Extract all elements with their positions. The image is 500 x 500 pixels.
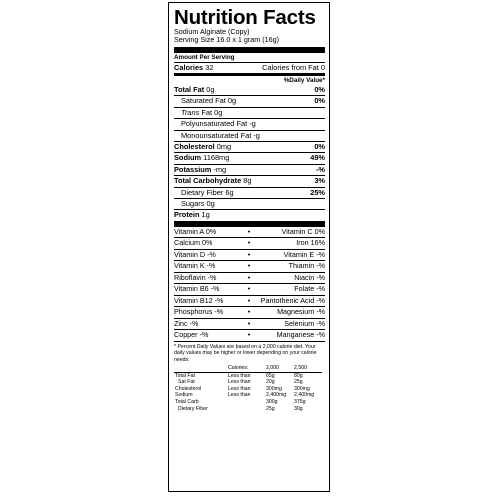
vitamin-left: Vitamin B12 -%: [174, 295, 224, 305]
bullet-separator: •: [247, 261, 251, 271]
dv-table-cell: [228, 406, 266, 413]
dv-table-row: [174, 379, 322, 386]
dv-table-cell: 2,500: [294, 365, 322, 372]
vitamin-left: Zinc -%: [174, 318, 199, 328]
vitamin-right: Manganese -%: [276, 330, 325, 340]
nutrient-row: [174, 175, 325, 186]
dv-table-row: [174, 399, 322, 406]
dv-table-cell: [174, 365, 228, 372]
dv-table-cell: 300mg: [294, 385, 310, 392]
dv-table-cell: 25g: [266, 405, 275, 412]
nutrient-label: Potassium -mg: [174, 164, 227, 174]
bullet-separator: •: [247, 249, 251, 259]
bullet-separator: •: [247, 272, 251, 282]
nutrient-label: Saturated Fat 0g: [181, 96, 237, 106]
dv-table-row: [174, 386, 322, 393]
daily-value-header: %Daily Value*: [283, 77, 325, 84]
vitamin-left: Vitamin B6 -%: [174, 284, 220, 294]
nutrient-row: [174, 118, 325, 129]
nutrient-row: [174, 141, 325, 152]
nutrient-label: Sugars 0g: [181, 199, 215, 209]
dv-table-cell: Calories:: [228, 365, 266, 372]
dv-table-cell: 375g: [294, 399, 306, 406]
vitamin-right: Iron 16%: [296, 238, 325, 248]
dv-table-cell: 80g: [294, 372, 303, 379]
bullet-separator: •: [247, 330, 251, 340]
nutrient-daily-value: 0%: [314, 85, 325, 94]
nutrient-row: [174, 107, 325, 118]
vitamin-right: Folate -%: [294, 284, 325, 294]
dv-table-cell: Less than: [228, 385, 251, 392]
dv-table-cell: Total Fat: [175, 372, 195, 379]
nutrient-label: Sodium 1168mg: [174, 153, 230, 163]
vitamin-left: Vitamin K -%: [174, 261, 216, 271]
vitamin-row: [174, 283, 325, 295]
vitamin-left: Copper -%: [174, 330, 209, 340]
nutrient-row: [174, 130, 325, 141]
dv-table-cell: 30g: [294, 405, 303, 412]
nutrient-row: [174, 152, 325, 163]
dv-table-row: [174, 392, 322, 399]
nutrient-list: [174, 85, 325, 221]
dv-table-header: [174, 365, 322, 372]
nutrient-daily-value: 25%: [310, 187, 325, 197]
nutrient-label: Dietary Fiber 6g: [181, 187, 234, 197]
vitamin-row: [174, 318, 325, 330]
dv-table-cell: Less than: [228, 372, 251, 379]
footnote: * Percent Daily Values are based on a 2,000 calorie diet. Your daily values may be higher or lower depending on your calorie needs:: [174, 343, 317, 363]
dv-table-cell: [228, 399, 266, 406]
vitamin-left: Phosphorus -%: [174, 307, 224, 317]
vitamin-left: Riboflavin -%: [174, 272, 217, 282]
nutrient-label: Polyunsaturated Fat -g: [181, 119, 256, 129]
nutrient-label: Total Carbohydrate 8g: [174, 176, 252, 186]
vitamin-row: [174, 227, 325, 238]
vitamin-left: Calcium 0%: [174, 238, 213, 248]
vitamin-row: [174, 260, 325, 272]
nutrient-label: Monounsaturated Fat -g: [181, 130, 260, 140]
dv-table-cell: 300g: [266, 399, 278, 406]
bullet-separator: •: [247, 318, 251, 328]
nutrition-facts-label: [168, 2, 330, 492]
dv-table-cell: Less than: [228, 379, 251, 386]
dv-table-cell: 65g: [266, 372, 275, 379]
nutrient-row: [174, 187, 325, 198]
vitamin-right: Magnesium -%: [277, 307, 325, 317]
bullet-separator: •: [247, 295, 251, 305]
nutrient-daily-value: 0%: [314, 96, 325, 106]
serving-size: Serving Size 16.0 x 1 gram (16g): [174, 35, 280, 45]
vitamin-row: [174, 306, 325, 318]
dv-table-cell: 2,400mg: [294, 392, 315, 399]
nutrient-row: [174, 198, 325, 209]
label-title: Nutrition Facts: [174, 6, 316, 29]
dv-table-cell: Less than: [228, 392, 251, 399]
calories-value: 32: [205, 62, 214, 72]
vitamin-left: Vitamin A 0%: [174, 226, 217, 236]
dv-table-row: [174, 372, 322, 379]
dv-table-row: [174, 406, 322, 413]
dv-table-cell: Sat Fat: [178, 379, 195, 386]
vitamin-row: [174, 237, 325, 249]
bullet-separator: •: [247, 284, 251, 294]
vitamin-row: [174, 295, 325, 307]
calories-label: Calories: [174, 62, 204, 72]
dv-table-cell: 2,400mg: [266, 392, 287, 399]
dv-table-cell: Dietary Fiber: [178, 405, 208, 412]
calories-row: [174, 62, 325, 73]
vitamin-row: [174, 272, 325, 284]
nutrient-daily-value: 49%: [310, 153, 325, 163]
vitamin-right: Vitamin E -%: [283, 249, 325, 259]
nutrient-label: Total Fat 0g: [174, 85, 215, 94]
calories-from-fat: Calories from Fat 0: [262, 62, 325, 72]
nutrient-daily-value: 0%: [314, 142, 325, 152]
product-name: Sodium Alginate (Copy): [174, 27, 250, 36]
dv-table-cell: 25g: [294, 379, 303, 386]
dv-table-cell: Cholesterol: [175, 385, 202, 392]
nutrient-row: [174, 164, 325, 175]
nutrient-label: Trans Fat 0g: [181, 107, 223, 117]
nutrient-row: [174, 209, 325, 220]
vitamin-right: Pantothenic Acid -%: [260, 295, 325, 305]
dv-table-cell: 2,000: [266, 365, 294, 372]
bullet-separator: •: [247, 226, 251, 236]
dv-table-cell: 20g: [266, 379, 275, 386]
vitamin-row: [174, 249, 325, 261]
bullet-separator: •: [247, 307, 251, 317]
vitamin-right: Niacin -%: [294, 272, 325, 282]
dv-table-cell: 300mg: [266, 385, 282, 392]
amount-per-serving: Amount Per Serving: [174, 53, 235, 61]
nutrient-row: [174, 85, 325, 95]
vitamin-right: Vitamin C 0%: [281, 226, 325, 236]
dv-table-cell: Total Carb: [175, 399, 199, 406]
vitamin-right: Selenium -%: [284, 318, 325, 328]
vitamin-row: [174, 329, 325, 341]
vitamin-right: Thiamin -%: [288, 261, 325, 271]
nutrient-label: Cholesterol 0mg: [174, 142, 232, 152]
nutrient-daily-value: 3%: [314, 176, 325, 186]
dv-table-cell: Sodium: [175, 392, 193, 399]
nutrient-daily-value: -%: [315, 164, 325, 174]
nutrient-row: [174, 95, 325, 106]
vitamin-left: Vitamin D -%: [174, 249, 216, 259]
bullet-separator: •: [247, 238, 251, 248]
nutrient-label: Protein 1g: [174, 210, 210, 220]
vitamin-list: [174, 227, 325, 341]
daily-value-table: [174, 365, 322, 412]
